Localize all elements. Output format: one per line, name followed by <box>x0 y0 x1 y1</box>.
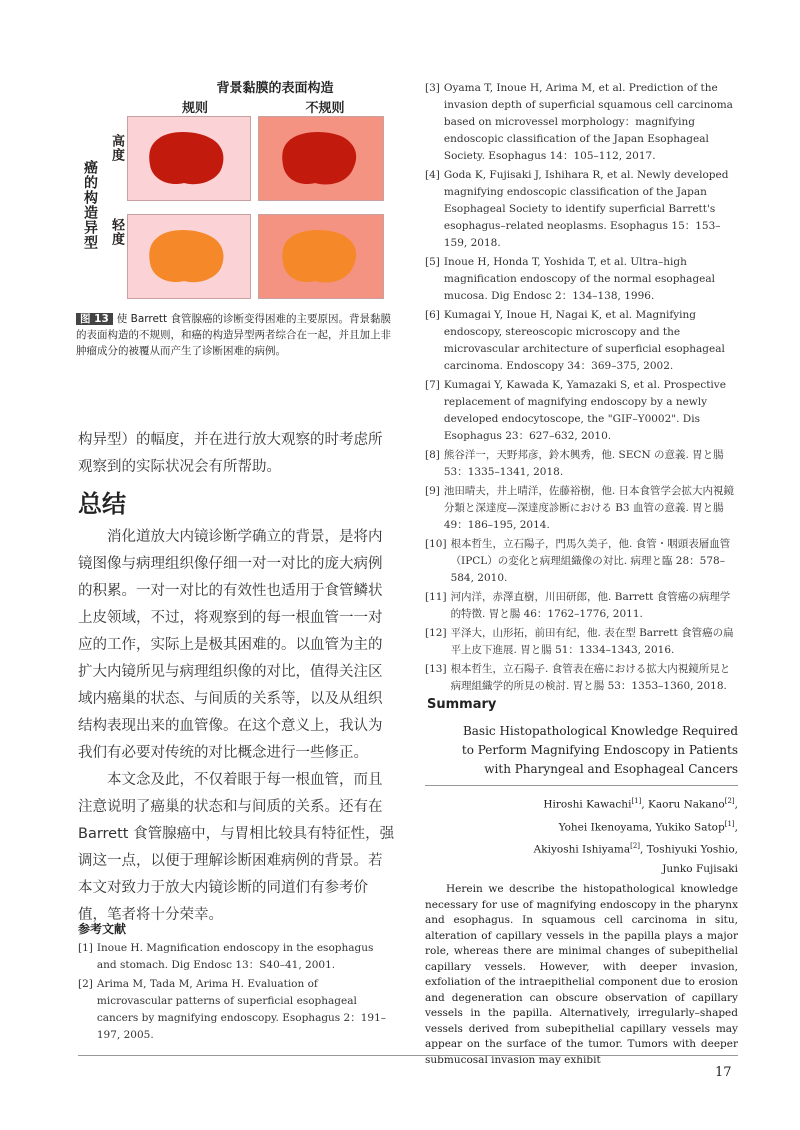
column-label-regular: 规则 <box>181 101 208 116</box>
reference-item <box>425 254 738 305</box>
figure-caption <box>76 311 394 359</box>
reference-text: Arima M, Tada M, Arima H. Evaluation of microvascular patterns of superficial esophageal cancers by magnifying endoscopy. Esophagus 2：191–197, 2005. <box>96 978 387 1041</box>
summary-authors <box>425 792 738 879</box>
reference-text: Inoue H, Honda T, Yoshida T, et al. Ultra–high magnification endoscopy of the normal esophageal mucosa. Dig Endosc 2：134–138, 1996. <box>443 256 715 302</box>
figure-title: 背景黏膜的表面构造 <box>216 81 334 96</box>
lesion-low-regular <box>128 215 250 298</box>
authors-line-2 <box>425 815 738 838</box>
reference-number: [6] <box>425 309 440 321</box>
reference-item <box>425 80 738 165</box>
paragraph-1: 消化道放大内镜诊断学确立的背景，是将内镜图像与病理组织像仔细一对一对比的庞大病例的积累。一对一对比的有效性也适用于食管鳞状上皮领域，不过，将观察到的每一根血管一一对应的工作，实际上是极其困难的。以血管为主的扩大内镜所见与病理组织像的对比，值得关注区域内癌巢的状态、与间质的关系等，以及从组织结构表现出来的血管像。在这个意义上，我认为我们有必要对传统的对比概念进行一些修正。 <box>78 529 383 761</box>
row-axis-label: 癌的构造异型 <box>82 160 98 250</box>
reference-text: Kumagai Y, Kawada K, Yamazaki S, et al. Prospective replacement of magnifying endoscopy by a newly developed endocytoscope, the "GIF–Y0002". Dis Esophagus 23：627–632, 2010. <box>443 379 726 442</box>
reference-text: 根本哲生，立石陽子. 食管表在癌における拡大内視鏡所見と病理組織学的所見の検討. 胃と腸 53：1353–1360, 2018. <box>450 663 731 692</box>
author-sep: , <box>734 798 738 811</box>
reference-item <box>425 483 738 534</box>
reference-text: 平泽大，山形拓，前田有纪，他. 表在型 Barrett 食管癌の扁平上皮下進展. 胃と腸 51：1334–1343, 2016. <box>450 627 734 656</box>
references-title: 参考文献 <box>78 922 127 936</box>
summary-heading: Summary <box>427 697 497 712</box>
body-paragraphs <box>78 524 396 929</box>
author-affil: [1] <box>724 819 735 828</box>
footer-rule <box>78 1055 738 1056</box>
figure-caption-text: 使 Barrett 食管腺癌的诊断变得困难的主要原因。背景黏膜的表面构造的不规则，和癌的构造异型两者综合在一起，并且加上非肿瘤成分的被覆从而产生了诊断困难的病例。 <box>76 313 392 357</box>
lesion-high-irregular <box>259 117 383 200</box>
summary-title-line1: Basic Histopathological Knowledge Required <box>462 724 738 738</box>
reference-item <box>425 447 738 481</box>
reference-number: [11] <box>425 591 447 603</box>
lesion-low-irregular <box>259 215 383 298</box>
authors-line-1 <box>425 792 738 815</box>
reference-number: [12] <box>425 627 447 639</box>
panel-irregular-high <box>258 116 384 201</box>
reference-number: [1] <box>78 942 93 954</box>
reference-item <box>425 167 738 252</box>
row-label-high: 高度 <box>109 134 124 162</box>
summary-abstract: Herein we describe the histopathological knowledge necessary for use of magnifying endoscopy in the pharynx and esophagus. In squamous cell carcinoma in situ, alteration of capillary vessels in the papilla plays a major role, whereas there are minimal changes of subepithelial capillary vessels. However, with deeper invasion, exfoliation of the intraepithelial component due to erosion and degeneration can obscure observation of capillary vessels in the papilla. Alternatively, irregularly–shaped vessels derived from subepithelial capillary vessels may appear on the surface of the tumor. Tumors with deeper submucosal invasion may exhibit <box>425 883 738 1066</box>
panel-regular-high <box>127 116 251 201</box>
reference-item <box>425 625 738 659</box>
panel-regular-low <box>127 214 251 299</box>
reference-number: [3] <box>425 82 440 94</box>
author-name: , Kaoru Nakano <box>641 798 725 811</box>
reference-text: Inoue H. Magnification endoscopy in the esophagus and stomach. Dig Endosc 13：S40–41, 2001. <box>96 942 374 971</box>
reference-number: [5] <box>425 256 440 268</box>
page-number: 17 <box>715 1065 732 1080</box>
authors-line-3 <box>425 837 738 860</box>
column-label-irregular: 不规则 <box>305 101 345 116</box>
summary-title-line3: with Pharyngeal and Esophageal Cancers <box>484 762 738 776</box>
summary-title <box>425 722 738 779</box>
reference-text: 熊谷洋一，天野邦彦，鈴木興秀，他. SECN の意義. 胃と腸 53：1335–1341, 2018. <box>443 449 724 478</box>
reference-item <box>425 536 738 587</box>
paragraph-2: 本文念及此，不仅着眼于每一根血管，而且注意说明了癌巢的状态和与间质的关系。还有在 Barrett 食管腺癌中，与胃相比较具有特征性，强调这一点，以便于理解诊断困难病例的背景。若本文对致力于放大内镜诊断的同道们有参考价值，笔者将十分荣幸。 <box>78 772 395 923</box>
lesion-high-regular <box>128 117 250 200</box>
row-label-low: 轻度 <box>109 218 124 246</box>
figure-tag: 图 13 <box>76 313 113 325</box>
references-left <box>78 940 396 1046</box>
reference-item <box>425 377 738 445</box>
summary-title-line2: to Perform Magnifying Endoscopy in Patients <box>461 743 738 757</box>
reference-number: [2] <box>78 978 93 990</box>
reference-text: Kumagai Y, Inoue H, Nagai K, et al. Magnifying endoscopy, stereoscopic microscopy and the microvascular architecture of superficial esophageal carcinoma. Endoscopy 34：369–375, 2002. <box>443 309 725 372</box>
reference-number: [9] <box>425 485 440 497</box>
summary-divider <box>425 785 738 786</box>
author-name: Hiroshi Kawachi <box>543 798 632 811</box>
panel-irregular-low <box>258 214 384 299</box>
author-name: , Toshiyuki Yoshio, <box>640 843 738 856</box>
authors-line-4: Junko Fujisaki <box>662 862 738 875</box>
reference-text: Goda K, Fujisaki J, Ishihara R, et al. Newly developed magnifying endoscopic classification of the Japan Esophageal Society to identify superficial Barrett's esophagus–related neoplasms. Esophagus 15：153–159, 2018. <box>443 169 729 249</box>
author-affil: [2] <box>724 797 735 805</box>
author-affil: [1] <box>631 797 642 805</box>
reference-text: 根本哲生，立石陽子，門馬久美子，他. 食管・咽頭表層血管（IPCL）の変化と病理組織像の対比. 病理と臨 28：578–584, 2010. <box>450 538 731 584</box>
reference-item <box>78 976 396 1044</box>
body-continued <box>78 427 396 481</box>
reference-item <box>425 589 738 623</box>
reference-text: Oyama T, Inoue H, Arima M, et al. Prediction of the invasion depth of superficial squamous cell carcinoma based on microvessel morphology：magnifying endoscopic classification of the Japan Esophageal Society. Esophagus 14：105–112, 2017. <box>443 82 733 162</box>
body-continued-text: 构异型）的幅度，并在进行放大观察的时考虑所观察到的实际状况会有所帮助。 <box>78 432 383 475</box>
references-right <box>425 80 738 697</box>
reference-number: [13] <box>425 663 447 675</box>
reference-number: [4] <box>425 169 440 181</box>
reference-number: [8] <box>425 449 440 461</box>
reference-number: [7] <box>425 379 440 391</box>
reference-number: [10] <box>425 538 447 550</box>
author-affil: [2] <box>630 842 641 850</box>
reference-item <box>425 661 738 695</box>
author-name: Yohei Ikenoyama, Yukiko Satop <box>558 821 725 833</box>
reference-item <box>425 307 738 375</box>
author-name: Akiyoshi Ishiyama <box>533 843 631 856</box>
reference-text: 河内洋，赤澤直樹，川田研郎，他. Barrett 食管癌の病理学的特徴. 胃と腸 46：1762–1776, 2011. <box>450 591 731 620</box>
section-title: 总结 <box>78 490 126 518</box>
reference-text: 池田晴夫，井上晴洋，佐藤裕樹，他. 日本食管学会拡大内視鏡分類と深達度—深達度診断における B3 血管の意義. 胃と腸 49：186–195, 2014. <box>443 485 735 531</box>
author-sep: , <box>734 821 738 833</box>
reference-item <box>78 940 396 974</box>
